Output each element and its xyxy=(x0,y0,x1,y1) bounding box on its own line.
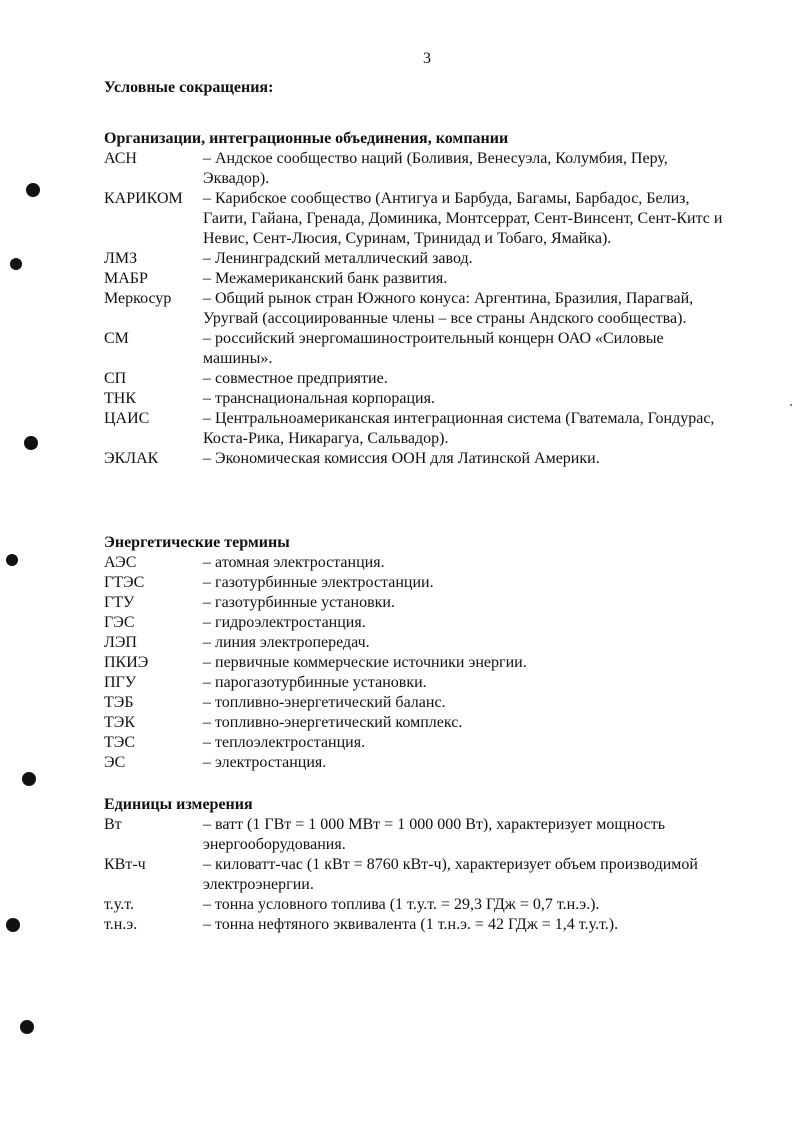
abbreviation: СП xyxy=(104,370,127,387)
abbreviation: ГТЭС xyxy=(104,574,145,591)
definition: – электростанция. xyxy=(203,754,327,771)
list-item xyxy=(104,573,744,593)
definition: – транснациональная корпорация. xyxy=(203,390,435,407)
abbreviation: т.у.т. xyxy=(104,896,134,913)
section-units xyxy=(104,795,744,935)
definition: – тонна нефтяного эквивалента (1 т.н.э. = 42 ГДж = 1,4 т.у.т.). xyxy=(203,916,619,933)
list-item xyxy=(104,389,744,409)
abbreviation: ЭС xyxy=(104,754,126,771)
definition: – ватт (1 ГВт = 1 000 МВт = 1 000 000 Вт), характеризует мощность энергооборудования. xyxy=(203,816,666,853)
list-item xyxy=(104,915,744,935)
definition: – тонна условного топлива (1 т.у.т. = 29,3 ГДж = 0,7 т.н.э.). xyxy=(203,896,600,913)
definition: – киловатт-час (1 кВт = 8760 кВт-ч), характеризует объем производимой электроэнергии. xyxy=(203,856,698,893)
section-organizations xyxy=(104,129,744,469)
abbreviation: ПГУ xyxy=(104,674,137,691)
abbreviation: ТНК xyxy=(104,390,136,407)
definition: – Межамериканский банк развития. xyxy=(203,270,448,287)
punch-hole xyxy=(6,918,20,932)
punch-hole xyxy=(20,1020,34,1034)
list-item xyxy=(104,269,744,289)
list-item xyxy=(104,553,744,573)
abbreviation: СМ xyxy=(104,330,129,347)
punch-hole xyxy=(22,772,36,786)
list-item xyxy=(104,409,744,449)
definition: – атомная электростанция. xyxy=(203,554,385,571)
list-item xyxy=(104,895,744,915)
list-item xyxy=(104,815,744,855)
abbreviation: Меркосур xyxy=(104,290,172,307)
list-item xyxy=(104,249,744,269)
scan-speck xyxy=(790,404,792,406)
punch-hole xyxy=(6,554,18,566)
abbreviation: КВт-ч xyxy=(104,856,146,873)
abbreviation: ТЭБ xyxy=(104,694,134,711)
list-item xyxy=(104,855,744,895)
definition: – Общий рынок стран Южного конуса: Аргентина, Бразилия, Парагвай, Уругвай (ассоциированные члены – все страны Андского сообщества). xyxy=(203,290,694,327)
list-item xyxy=(104,149,744,189)
abbreviation: ЦАИС xyxy=(104,410,150,427)
section-heading: Организации, интеграционные объединения, компании xyxy=(104,130,509,147)
definition: – теплоэлектростанция. xyxy=(203,734,366,751)
punch-hole xyxy=(26,183,40,197)
list-item xyxy=(104,593,744,613)
definition: – топливно-энергетический баланс. xyxy=(203,694,446,711)
definition: – Экономическая комиссия ООН для Латинской Америки. xyxy=(203,450,600,467)
abbreviation: МАБР xyxy=(104,270,148,287)
list-item xyxy=(104,693,744,713)
list-item xyxy=(104,613,744,633)
definition: – топливно-энергетический комплекс. xyxy=(203,714,463,731)
list-item xyxy=(104,753,744,773)
punch-hole xyxy=(24,436,38,450)
definition: – Ленинградский металлический завод. xyxy=(203,250,473,267)
abbreviation: ЭКЛАК xyxy=(104,450,159,467)
list-item xyxy=(104,189,744,249)
punch-hole xyxy=(10,258,22,270)
abbreviation: АЭС xyxy=(104,554,137,571)
definition: – газотурбинные установки. xyxy=(203,594,395,611)
abbreviation: КАРИКОМ xyxy=(104,190,183,207)
list-item xyxy=(104,369,744,389)
definition: – совместное предприятие. xyxy=(203,370,388,387)
list-item xyxy=(104,733,744,753)
definition: – российский энергомашиностроительный концерн ОАО «Силовые машины». xyxy=(203,330,664,367)
list-item xyxy=(104,653,744,673)
list-item xyxy=(104,449,744,469)
list-item xyxy=(104,633,744,653)
page-title: Условные сокращения: xyxy=(104,79,274,96)
section-heading: Единицы измерения xyxy=(104,796,253,813)
abbreviation: ПКИЭ xyxy=(104,654,149,671)
abbreviation: ГЭС xyxy=(104,614,135,631)
list-item xyxy=(104,713,744,733)
list-item xyxy=(104,329,744,369)
page-number: 3 xyxy=(423,50,431,67)
definition: – газотурбинные электростанции. xyxy=(203,574,434,591)
abbreviation: ГТУ xyxy=(104,594,135,611)
section-heading: Энергетические термины xyxy=(104,534,290,551)
section-energy-terms xyxy=(104,533,744,773)
definition: – Карибское сообщество (Антигуа и Барбуда, Багамы, Барбадос, Белиз, Гаити, Гайана, Гренада, Доминика, Монтсеррат, Сент-Винсент, Сент-Китс и Невис, Сент-Люсия, Суринам, Тринидад и Тобаго, Ямайка). xyxy=(203,190,723,247)
abbreviation: ЛЭП xyxy=(104,634,137,651)
list-item xyxy=(104,673,744,693)
definition: – первичные коммерческие источники энергии. xyxy=(203,654,527,671)
abbreviation: т.н.э. xyxy=(104,916,138,933)
definition: – Центральноамериканская интеграционная система (Гватемала, Гондурас, Коста-Рика, Никарагуа, Сальвадор). xyxy=(203,410,715,447)
list-item xyxy=(104,289,744,329)
abbreviation: ТЭС xyxy=(104,734,136,751)
abbreviation: Вт xyxy=(104,816,122,833)
abbreviation: АСН xyxy=(104,150,137,167)
definition: – Андское сообщество наций (Боливия, Венесуэла, Колумбия, Перу, Эквадор). xyxy=(203,150,668,187)
definition: – линия электропередач. xyxy=(203,634,370,651)
abbreviation: ЛМЗ xyxy=(104,250,138,267)
abbreviation: ТЭК xyxy=(104,714,136,731)
definition: – парогазотурбинные установки. xyxy=(203,674,427,691)
definition: – гидроэлектростанция. xyxy=(203,614,366,631)
